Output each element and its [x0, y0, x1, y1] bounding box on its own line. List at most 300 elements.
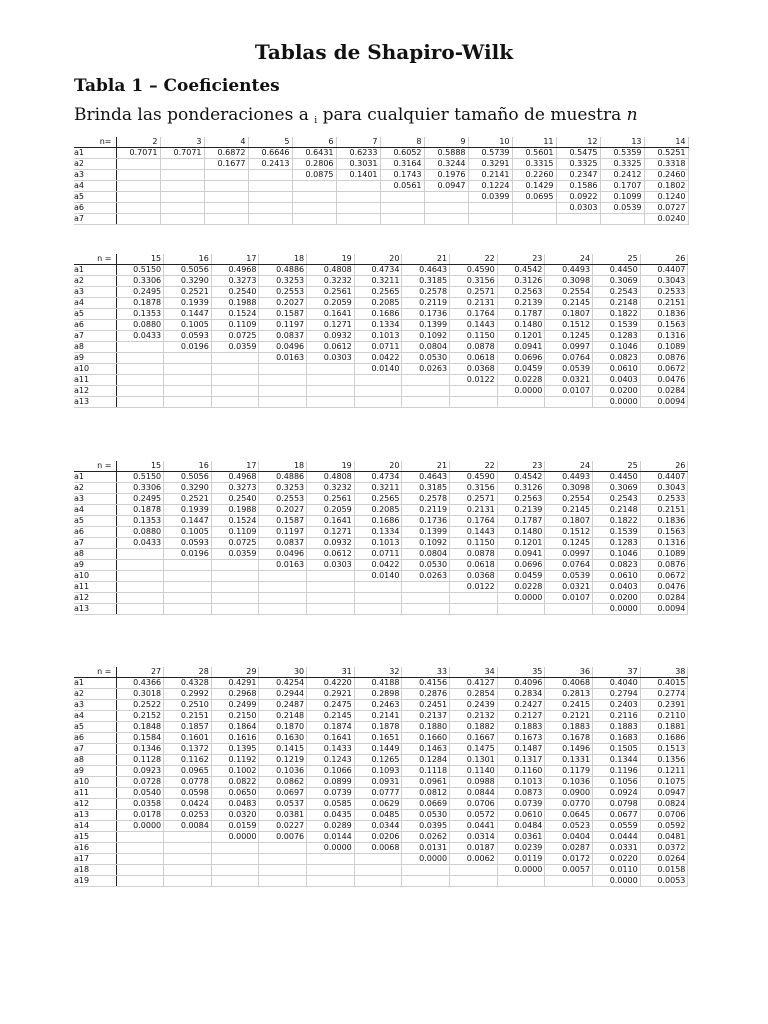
coefficient-cell: 0.0481 — [640, 832, 688, 843]
table-row — [74, 733, 688, 744]
coefficient-cell: 0.0645 — [545, 810, 593, 821]
coefficient-cell: 0.2495 — [116, 287, 164, 298]
coefficient-cell: 0.4328 — [164, 678, 212, 689]
coefficient-cell: 0.0424 — [164, 799, 212, 810]
coefficient-cell: 0.0321 — [545, 582, 593, 593]
coefficient-cell: 0.2992 — [164, 689, 212, 700]
coefficient-cell — [248, 181, 292, 192]
coefficient-cell: 0.3273 — [211, 483, 259, 494]
coefficient-cell: 0.1162 — [164, 755, 212, 766]
column-header-n: 35 — [497, 667, 545, 678]
coefficient-cell: 0.6431 — [292, 148, 336, 159]
coefficient-cell: 0.3043 — [640, 276, 688, 287]
coefficient-cell — [116, 342, 164, 353]
coefficient-cell: 0.0000 — [307, 843, 355, 854]
row-label: a2 — [74, 483, 116, 494]
table-row — [74, 331, 688, 342]
coefficient-cell: 0.0361 — [497, 832, 545, 843]
coefficient-cell — [211, 865, 259, 876]
coefficient-cell: 0.3018 — [116, 689, 164, 700]
coefficient-cell: 0.1539 — [593, 320, 641, 331]
coefficient-cell: 0.2921 — [307, 689, 355, 700]
row-label: a7 — [74, 744, 116, 755]
table-row — [74, 821, 688, 832]
coefficient-cell: 0.0172 — [545, 854, 593, 865]
coefficient-cell: 0.0485 — [354, 810, 402, 821]
coefficient-cell: 0.1005 — [164, 320, 212, 331]
coefficient-cell: 0.1686 — [354, 516, 402, 527]
coefficient-cell — [116, 375, 164, 386]
column-header-n: 19 — [307, 461, 355, 472]
coefficient-cell: 0.1874 — [307, 722, 355, 733]
coefficient-cell: 0.4886 — [259, 265, 307, 276]
coefficient-cell: 0.1764 — [450, 309, 498, 320]
coefficient-cell: 0.4188 — [354, 678, 402, 689]
coefficient-cell: 0.0706 — [450, 799, 498, 810]
coefficient-cell: 0.3306 — [116, 276, 164, 287]
table-row — [74, 777, 688, 788]
coefficient-cell — [450, 876, 498, 887]
column-header-n: 16 — [164, 254, 212, 265]
coefficient-cell: 0.1586 — [556, 181, 600, 192]
table-row — [74, 678, 688, 689]
coefficient-cell: 0.2145 — [307, 711, 355, 722]
coefficient-cell: 0.1243 — [307, 755, 355, 766]
column-header-n: 23 — [497, 461, 545, 472]
coefficient-cell — [116, 170, 160, 181]
coefficient-cell: 0.3126 — [497, 483, 545, 494]
coefficient-cell — [259, 604, 307, 615]
coefficient-cell — [402, 593, 450, 604]
table-row — [74, 810, 688, 821]
coefficient-cell: 0.0798 — [593, 799, 641, 810]
coefficient-cell: 0.0878 — [450, 549, 498, 560]
coefficient-cell: 0.2554 — [545, 494, 593, 505]
coefficient-cell: 0.0395 — [402, 821, 450, 832]
coefficient-cell: 0.1641 — [307, 309, 355, 320]
coefficient-cell — [450, 397, 498, 408]
coefficient-cell — [116, 593, 164, 604]
coefficient-cell: 0.0669 — [402, 799, 450, 810]
column-header-n: 22 — [450, 254, 498, 265]
coefficient-cell — [354, 876, 402, 887]
row-label: a6 — [74, 527, 116, 538]
coefficient-cell: 0.2495 — [116, 494, 164, 505]
coefficient-cell — [307, 582, 355, 593]
coefficient-cell: 0.2131 — [450, 505, 498, 516]
coefficient-cell: 0.2151 — [640, 298, 688, 309]
coefficient-cell: 0.1736 — [402, 516, 450, 527]
coefficient-cell: 0.1475 — [450, 744, 498, 755]
coefficient-cell: 0.0119 — [497, 854, 545, 865]
coefficient-cell — [116, 397, 164, 408]
coefficient-cell: 0.2139 — [497, 298, 545, 309]
coefficient-cell: 0.0000 — [211, 832, 259, 843]
coefficient-cell: 0.0837 — [259, 331, 307, 342]
row-label: a14 — [74, 821, 116, 832]
table-row — [74, 722, 688, 733]
coefficient-cell: 0.2565 — [354, 494, 402, 505]
coefficient-cell: 0.0593 — [164, 538, 212, 549]
coefficient-cell: 0.2085 — [354, 298, 402, 309]
coefficient-cell: 0.0598 — [164, 788, 212, 799]
coefficient-cell: 0.0000 — [497, 865, 545, 876]
table-row — [74, 799, 688, 810]
coefficient-cell — [116, 214, 160, 225]
coefficient-cell: 0.0539 — [545, 571, 593, 582]
coefficient-cell — [164, 865, 212, 876]
column-header-n: 30 — [259, 667, 307, 678]
coefficient-cell: 0.0824 — [640, 799, 688, 810]
coefficient-cell: 0.2460 — [644, 170, 688, 181]
coefficient-cell: 0.1524 — [211, 309, 259, 320]
coefficient-cell: 0.1802 — [644, 181, 688, 192]
column-header-n: 2 — [116, 137, 160, 148]
coefficient-cell: 0.1683 — [593, 733, 641, 744]
coefficient-cell — [116, 181, 160, 192]
coefficient-cell: 0.1002 — [211, 766, 259, 777]
table-row — [74, 516, 688, 527]
table-row — [74, 560, 688, 571]
coefficient-cell: 0.1480 — [497, 527, 545, 538]
coefficient-cell: 0.0476 — [640, 582, 688, 593]
coefficient-cell: 0.0094 — [640, 397, 688, 408]
coefficient-cell: 0.0110 — [593, 865, 641, 876]
coefficient-cell — [259, 375, 307, 386]
table-row — [74, 472, 688, 483]
coefficient-cell: 0.0530 — [402, 810, 450, 821]
coefficient-cell: 0.0947 — [424, 181, 468, 192]
coefficient-cell: 0.4968 — [211, 265, 259, 276]
table-row — [74, 214, 688, 225]
coefficient-cell: 0.1150 — [450, 331, 498, 342]
table-row — [74, 148, 688, 159]
coefficient-cell: 0.2561 — [307, 494, 355, 505]
coefficient-cell: 0.2119 — [402, 505, 450, 516]
coefficient-cell: 0.2553 — [259, 287, 307, 298]
coefficient-cell: 0.0200 — [593, 593, 641, 604]
coefficient-cell: 0.0368 — [450, 571, 498, 582]
coefficient-cell — [424, 192, 468, 203]
coefficient-cell: 0.3069 — [593, 483, 641, 494]
coefficient-cell: 0.1046 — [593, 342, 641, 353]
coefficient-cell: 0.0303 — [307, 353, 355, 364]
table-row — [74, 689, 688, 700]
coefficient-cell: 0.4808 — [307, 472, 355, 483]
table-row — [74, 265, 688, 276]
coefficient-cell: 0.0144 — [307, 832, 355, 843]
coefficient-cell: 0.1651 — [354, 733, 402, 744]
coefficient-cell: 0.1201 — [497, 331, 545, 342]
row-label: a7 — [74, 331, 116, 342]
coefficient-cell: 0.1372 — [164, 744, 212, 755]
coef-table-n2-14 — [74, 137, 689, 225]
coefficient-cell — [402, 865, 450, 876]
coefficient-cell — [468, 214, 512, 225]
coefficient-cell — [450, 593, 498, 604]
table-row — [74, 593, 688, 604]
coefficient-cell — [204, 214, 248, 225]
coefficient-cell — [402, 604, 450, 615]
coefficient-cell: 0.0932 — [307, 331, 355, 342]
coefficient-cell: 0.2391 — [640, 700, 688, 711]
coefficient-cell: 0.4068 — [545, 678, 593, 689]
coefficient-cell: 0.0844 — [450, 788, 498, 799]
coefficient-cell: 0.1075 — [640, 777, 688, 788]
table-header-row — [74, 461, 688, 472]
coefficient-cell: 0.2148 — [593, 298, 641, 309]
coefficient-cell: 0.0823 — [593, 353, 641, 364]
coefficient-cell: 0.0053 — [640, 876, 688, 887]
coefficient-cell: 0.6646 — [248, 148, 292, 159]
column-header-n: 7 — [336, 137, 380, 148]
coefficient-cell — [259, 854, 307, 865]
coefficient-cell — [211, 843, 259, 854]
column-header-n: 17 — [211, 461, 259, 472]
coefficient-cell: 0.0610 — [497, 810, 545, 821]
coefficient-cell — [164, 604, 212, 615]
coefficient-cell: 0.5359 — [600, 148, 644, 159]
column-header-n: 32 — [354, 667, 402, 678]
column-header-n: 15 — [116, 461, 164, 472]
coefficient-cell: 0.2412 — [600, 170, 644, 181]
coefficient-cell: 0.0163 — [259, 353, 307, 364]
table-row — [74, 181, 688, 192]
column-header-n: 6 — [292, 137, 336, 148]
row-label: a2 — [74, 276, 116, 287]
coefficient-cell: 0.0359 — [211, 549, 259, 560]
coefficient-cell: 0.2145 — [545, 298, 593, 309]
coefficient-cell: 0.2533 — [640, 494, 688, 505]
coefficient-cell: 0.2522 — [116, 700, 164, 711]
coefficient-cell: 0.0496 — [259, 342, 307, 353]
coefficient-cell — [204, 192, 248, 203]
coefficient-cell: 0.1197 — [259, 527, 307, 538]
coefficient-cell: 0.0880 — [116, 320, 164, 331]
coefficient-cell: 0.1787 — [497, 516, 545, 527]
coefficient-cell: 0.0372 — [640, 843, 688, 854]
coefficient-cell: 0.0764 — [545, 560, 593, 571]
coefficient-cell: 0.1046 — [593, 549, 641, 560]
coefficient-cell: 0.0530 — [402, 560, 450, 571]
table-row — [74, 843, 688, 854]
coefficient-cell: 0.1036 — [545, 777, 593, 788]
coefficient-cell — [164, 397, 212, 408]
coefficient-cell: 0.1563 — [640, 527, 688, 538]
table-row — [74, 571, 688, 582]
coefficient-cell: 0.4127 — [450, 678, 498, 689]
coefficient-cell — [116, 876, 164, 887]
coefficient-cell: 0.2059 — [307, 505, 355, 516]
coefficient-cell: 0.1878 — [354, 722, 402, 733]
coefficient-cell: 0.4096 — [497, 678, 545, 689]
coefficient-cell — [259, 593, 307, 604]
coefficient-cell: 0.1988 — [211, 505, 259, 516]
coefficient-cell: 0.2475 — [307, 700, 355, 711]
coef-table-n15-26-repeat — [74, 461, 688, 615]
coefficient-cell: 0.1219 — [259, 755, 307, 766]
row-label: a3 — [74, 170, 116, 181]
description-prefix: Brinda las ponderaciones a — [74, 105, 309, 125]
coefficient-cell: 0.2085 — [354, 505, 402, 516]
coefficient-cell: 0.0672 — [640, 364, 688, 375]
coefficient-cell: 0.1109 — [211, 320, 259, 331]
coefficient-cell: 0.3232 — [307, 276, 355, 287]
coefficient-cell: 0.3291 — [468, 159, 512, 170]
coefficient-cell: 0.3043 — [640, 483, 688, 494]
coefficient-cell — [307, 604, 355, 615]
coefficient-cell — [116, 192, 160, 203]
coefficient-cell — [556, 214, 600, 225]
table-row — [74, 744, 688, 755]
row-label: a6 — [74, 733, 116, 744]
coefficient-cell — [116, 560, 164, 571]
coefficient-cell: 0.0200 — [593, 386, 641, 397]
coefficient-cell — [160, 181, 204, 192]
coefficient-cell: 0.2463 — [354, 700, 402, 711]
coefficient-cell — [259, 386, 307, 397]
coefficient-cell: 0.1036 — [259, 766, 307, 777]
coefficient-cell: 0.4366 — [116, 678, 164, 689]
row-label: a1 — [74, 265, 116, 276]
coefficient-cell: 0.1836 — [640, 309, 688, 320]
coefficient-cell: 0.4407 — [640, 265, 688, 276]
coefficient-cell: 0.0444 — [593, 832, 641, 843]
coefficient-cell — [116, 549, 164, 560]
coefficient-cell: 0.0062 — [450, 854, 498, 865]
coefficient-cell: 0.1707 — [600, 181, 644, 192]
coefficient-cell — [259, 397, 307, 408]
coefficient-cell — [450, 865, 498, 876]
coefficient-cell: 0.2571 — [450, 494, 498, 505]
coefficient-cell: 0.0000 — [402, 854, 450, 865]
coefficient-cell: 0.0961 — [402, 777, 450, 788]
column-header-n: 13 — [600, 137, 644, 148]
coefficient-cell — [336, 203, 380, 214]
coefficient-cell: 0.0403 — [593, 582, 641, 593]
coefficient-cell: 0.2059 — [307, 298, 355, 309]
coefficient-cell — [116, 843, 164, 854]
table-row — [74, 309, 688, 320]
coefficient-cell: 0.0496 — [259, 549, 307, 560]
coefficient-cell — [307, 865, 355, 876]
coefficient-cell: 0.1822 — [593, 516, 641, 527]
coefficient-cell: 0.1677 — [204, 159, 248, 170]
coefficient-cell: 0.0711 — [354, 342, 402, 353]
table-header-row — [74, 667, 688, 678]
row-label: a16 — [74, 843, 116, 854]
coefficient-cell: 0.5739 — [468, 148, 512, 159]
row-label: a3 — [74, 287, 116, 298]
coefficient-cell: 0.1686 — [354, 309, 402, 320]
coefficient-cell: 0.0158 — [640, 865, 688, 876]
column-header-n: 9 — [424, 137, 468, 148]
table-row — [74, 582, 688, 593]
coefficient-cell: 0.2027 — [259, 298, 307, 309]
column-header-n: 14 — [644, 137, 688, 148]
coefficient-cell: 0.1882 — [450, 722, 498, 733]
row-label: a8 — [74, 342, 116, 353]
coefficient-cell: 0.1848 — [116, 722, 164, 733]
coefficient-cell: 0.0618 — [450, 560, 498, 571]
coefficient-cell: 0.2427 — [497, 700, 545, 711]
coefficient-cell — [211, 582, 259, 593]
coefficient-cell: 0.1013 — [354, 538, 402, 549]
coefficient-cell: 0.0875 — [292, 170, 336, 181]
coefficient-cell: 0.1630 — [259, 733, 307, 744]
coefficient-cell: 0.4542 — [497, 472, 545, 483]
coefficient-cell — [259, 876, 307, 887]
coefficient-cell: 0.0163 — [259, 560, 307, 571]
column-header-n: 18 — [259, 254, 307, 265]
column-header-n: 34 — [450, 667, 498, 678]
table-row — [74, 287, 688, 298]
table-row — [74, 353, 688, 364]
coefficient-cell — [380, 203, 424, 214]
coefficient-cell — [380, 214, 424, 225]
coefficient-cell: 0.2554 — [545, 287, 593, 298]
coefficient-cell: 0.3290 — [164, 276, 212, 287]
coefficient-cell: 0.0880 — [116, 527, 164, 538]
coefficient-cell: 0.0537 — [259, 799, 307, 810]
coefficient-cell — [424, 214, 468, 225]
table-row — [74, 342, 688, 353]
coefficient-cell: 0.1089 — [640, 342, 688, 353]
coefficient-cell: 0.1160 — [497, 766, 545, 777]
coefficient-cell: 0.1883 — [593, 722, 641, 733]
header-n-label: n = — [74, 461, 116, 472]
coefficient-cell: 0.3211 — [354, 483, 402, 494]
coefficient-cell — [116, 604, 164, 615]
coefficient-cell: 0.5601 — [512, 148, 556, 159]
coefficient-cell: 0.0381 — [259, 810, 307, 821]
coefficient-cell — [116, 571, 164, 582]
row-label: a12 — [74, 386, 116, 397]
coefficient-cell: 0.2116 — [593, 711, 641, 722]
coefficient-cell — [116, 203, 160, 214]
coefficient-cell: 0.1179 — [545, 766, 593, 777]
table-row — [74, 397, 688, 408]
table-header-row — [74, 137, 688, 148]
coefficient-cell: 0.0178 — [116, 810, 164, 821]
coefficient-cell: 0.0284 — [640, 593, 688, 604]
column-header-n: 24 — [545, 254, 593, 265]
coefficient-cell: 0.0287 — [545, 843, 593, 854]
coefficient-cell: 0.7071 — [160, 148, 204, 159]
coefficient-cell: 0.2487 — [259, 700, 307, 711]
coefficient-cell: 0.1881 — [640, 722, 688, 733]
row-label: a7 — [74, 538, 116, 549]
coefficient-cell: 0.2571 — [450, 287, 498, 298]
coefficient-cell: 0.1743 — [380, 170, 424, 181]
coefficient-cell: 0.1587 — [259, 309, 307, 320]
description — [74, 105, 638, 126]
coefficient-cell: 0.1092 — [402, 538, 450, 549]
coefficient-cell: 0.0593 — [164, 331, 212, 342]
coefficient-cell: 0.0530 — [402, 353, 450, 364]
column-header-n: 27 — [116, 667, 164, 678]
row-label: a15 — [74, 832, 116, 843]
coefficient-cell: 0.0778 — [164, 777, 212, 788]
table-row — [74, 538, 688, 549]
coefficient-cell: 0.3315 — [512, 159, 556, 170]
coefficient-cell: 0.3325 — [600, 159, 644, 170]
row-label: a11 — [74, 375, 116, 386]
coefficient-cell — [259, 843, 307, 854]
coefficient-cell: 0.0931 — [354, 777, 402, 788]
table-row — [74, 700, 688, 711]
coefficient-cell: 0.2451 — [402, 700, 450, 711]
